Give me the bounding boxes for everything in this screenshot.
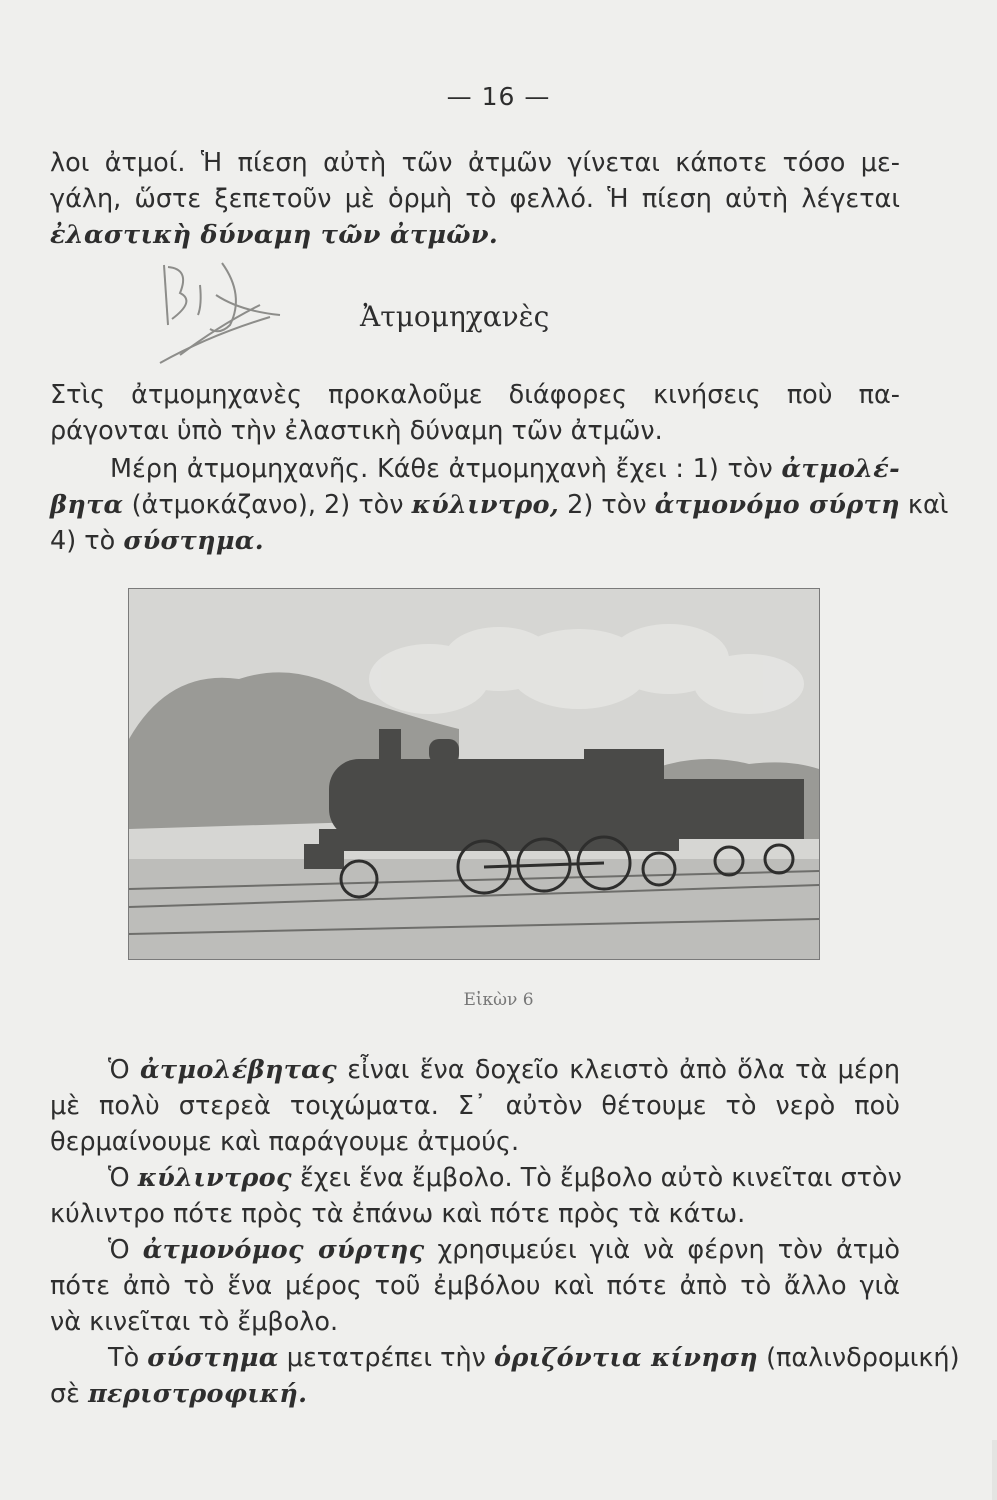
valve-line-1: Ὁ ἀτμονόμος σύρτης χρησιμεύει γιὰ νὰ φέρνη τὸν ἀτμὸ: [108, 1235, 900, 1265]
stamp-text: Β Ι Δ: [150, 255, 153, 256]
boiler-line-2: μὲ πολὺ στερεὰ τοιχώματα. Σ᾽ αὐτὸν θέτουμε τὸ νερὸ ποὺ: [50, 1091, 900, 1121]
boiler-line-3: θερμαίνουμε καὶ παράγουμε ἀτμούς.: [50, 1127, 520, 1157]
page-edge-shadow: [992, 1440, 997, 1500]
library-stamp: [150, 255, 300, 370]
elastic-force-term: ἐλαστικὴ δύναμη τῶν ἀτμῶν.: [50, 220, 499, 250]
valve-line-3: νὰ κινεῖται τὸ ἔμβολο.: [50, 1307, 339, 1337]
page-number: — 16 —: [446, 82, 551, 111]
figure-caption: Εἰκὼν 6: [463, 990, 534, 1010]
boiler-line-1: Ὁ ἀτμολέβητας εἶναι ἕνα δοχεῖο κλειστὸ ἀπὸ ὅλα τὰ μέρη: [108, 1055, 901, 1085]
section-heading: Ἀτμομηχανὲς: [360, 300, 550, 333]
parts-line-2: βητα (ἀτμοκάζανο), 2) τὸν κύλιντρο, 2) τὸν ἀτμονόμο σύρτη καὶ: [50, 490, 949, 520]
parts-line-1: Μέρη ἀτμομηχανῆς. Κάθε ἀτμομηχανὴ ἔχει : 1) τὸν ἀτμολέ-: [110, 454, 900, 484]
cylinder-line-2: κύλιντρο πότε πρὸς τὰ ἐπάνω καὶ πότε πρὸς τὰ κάτω.: [50, 1199, 746, 1229]
intro-line-2: γάλη, ὥστε ξεπετοῦν μὲ ὁρμὴ τὸ φελλό. Ἡ πίεση αὐτὴ λέγεται: [50, 184, 900, 214]
system-line-1: Τὸ σύστημα μετατρέπει τὴν ὁριζόντια κίνηση (παλινδρομική): [108, 1343, 960, 1373]
intro-line-3: [50, 220, 900, 250]
intro-line-1: λοι ἀτμοί. Ἡ πίεση αὐτὴ τῶν ἀτμῶν γίνεται κάποτε τόσο με-: [50, 148, 900, 178]
valve-line-2: πότε ἀπὸ τὸ ἕνα μέρος τοῦ ἐμβόλου καὶ πότε ἀπὸ τὸ ἄλλο γιὰ: [50, 1271, 900, 1301]
system-line-2: σὲ περιστροφική.: [50, 1379, 308, 1409]
parts-line-3: 4) τὸ σύστημα.: [50, 526, 264, 556]
para1-line-1: Στὶς ἀτμομηχανὲς προκαλοῦμε διάφορες κινήσεις ποὺ πα-: [50, 380, 900, 410]
para1-line-2: ράγονται ὑπὸ τὴν ἐλαστικὴ δύναμη τῶν ἀτμῶν.: [50, 416, 663, 446]
locomotive-illustration: [128, 588, 820, 960]
cylinder-line-1: Ὁ κύλιντρος ἔχει ἕνα ἔμβολο. Τὸ ἔμβολο αὐτὸ κινεῖται στὸν: [108, 1163, 902, 1193]
